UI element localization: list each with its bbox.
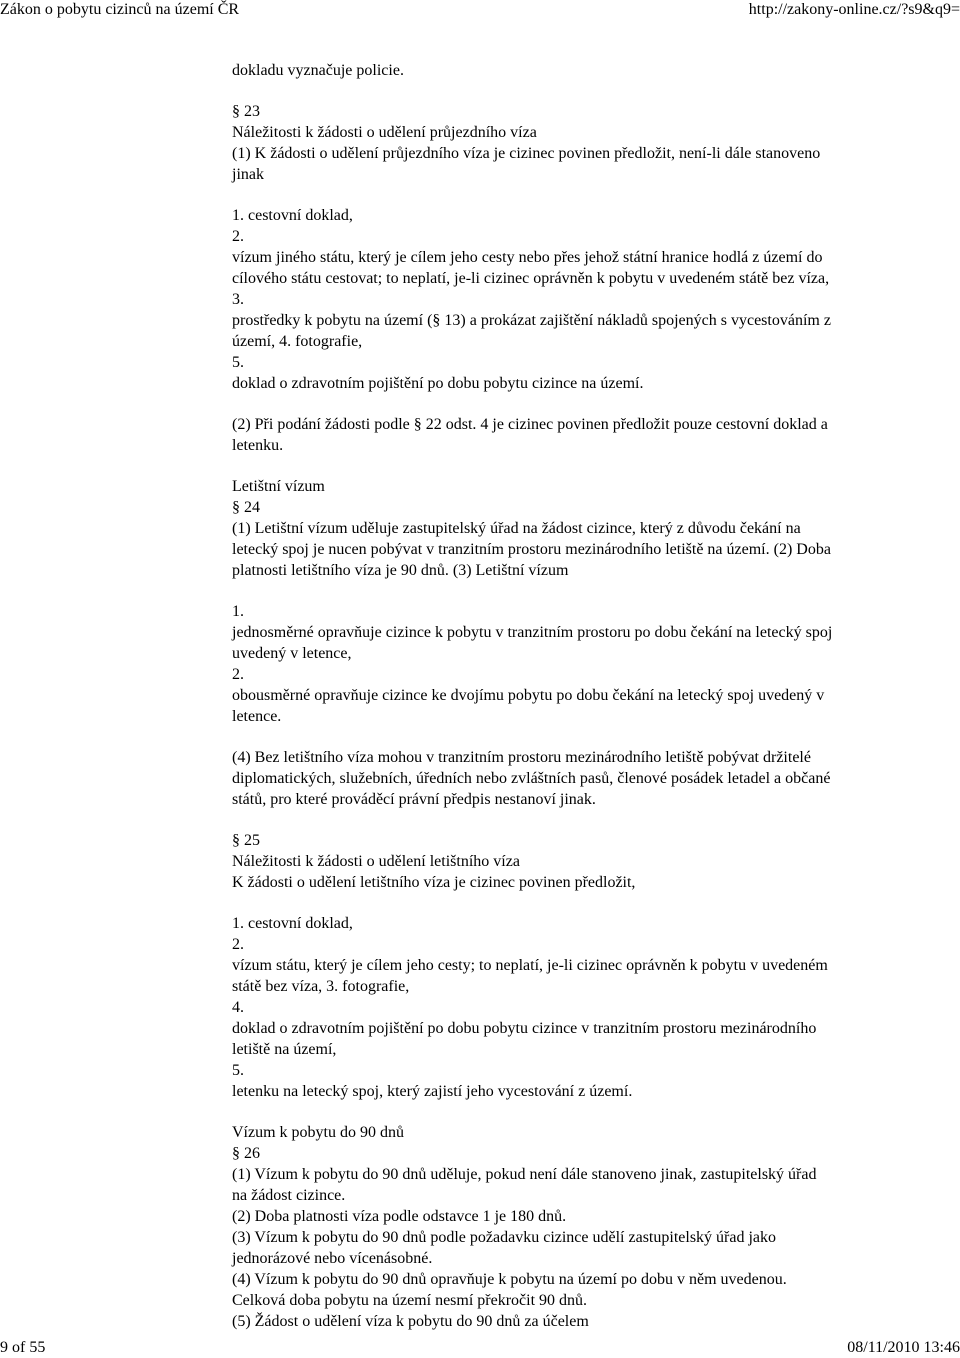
text-line: K žádosti o udělení letištního víza je cizinec povinen předložit, xyxy=(232,874,636,891)
text-line: Celková doba pobytu na území nesmí překročit 90 dnů. xyxy=(232,1292,588,1309)
text-line: jinak xyxy=(232,166,264,183)
text-line: (1) Letištní vízum uděluje zastupitelský úřad na žádost cizince, který z důvodu čekání na xyxy=(232,520,801,537)
text-line: jednorázové nebo vícenásobné. xyxy=(232,1250,433,1267)
text-line: letenku. xyxy=(232,437,284,454)
text-line: (5) Žádost o udělení víza k pobytu do 90 dnů za účelem xyxy=(232,1313,589,1330)
text-line: dokladu vyznačuje policie. xyxy=(232,62,404,79)
text-line: diplomatických, služebních, úředních nebo zvláštních pasů, členové posádek letadel a občané xyxy=(232,770,831,787)
document-body xyxy=(232,60,922,1332)
text-line: doklad o zdravotním pojištění po dobu pobytu cizince v tranzitním prostoru mezinárodního xyxy=(232,1020,817,1037)
text-line: státě bez víza, 3. fotografie, xyxy=(232,978,410,995)
list-item: 1. cestovní doklad, xyxy=(232,207,353,224)
list-number: 3. xyxy=(232,291,244,308)
text-line: států, pro které prováděcí právní předpis nestanoví jinak. xyxy=(232,791,596,808)
text-line: vízum jiného státu, který je cílem jeho cesty nebo přes jehož státní hranice hodlá z území do xyxy=(232,249,823,266)
text-line: (2) Doba platnosti víza podle odstavce 1 je 180 dnů. xyxy=(232,1208,567,1225)
list-number: 4. xyxy=(232,999,244,1016)
section-number: § 23 xyxy=(232,103,260,120)
text-line: cílového státu cestovat; to neplatí, je-li cizinec oprávněn k pobytu v uvedeném státě bez víza, xyxy=(232,270,830,287)
page-header-title: Zákon o pobytu cizinců na území ČR xyxy=(0,1,240,18)
page-counter: 9 of 55 xyxy=(0,1339,46,1356)
section-number: § 25 xyxy=(232,832,260,849)
list-number: 5. xyxy=(232,354,244,371)
text-line: území, 4. fotografie, xyxy=(232,333,363,350)
text-line: (4) Bez letištního víza mohou v tranzitním prostoru mezinárodního letiště pobývat držitelé xyxy=(232,749,811,766)
text-line: letecký spoj je nucen pobývat v tranzitním prostoru mezinárodního letiště na území. (2) Doba xyxy=(232,541,831,558)
page-header-url: http://zakony-online.cz/?s9&q9= xyxy=(748,1,960,18)
list-number: 5. xyxy=(232,1062,244,1079)
section-heading: Náležitosti k žádosti o udělení průjezdního víza xyxy=(232,124,537,141)
text-line: prostředky k pobytu na území (§ 13) a prokázat zajištění nákladů spojených s vycestováním z xyxy=(232,312,831,329)
text-line: letence. xyxy=(232,708,282,725)
list-number: 2. xyxy=(232,666,244,683)
text-line: letenku na letecký spoj, který zajistí jeho vycestování z území. xyxy=(232,1083,633,1100)
text-line: jednosměrné opravňuje cizince k pobytu v tranzitním prostoru po dobu čekání na letecký spoj xyxy=(232,624,833,641)
text-line: (1) K žádosti o udělení průjezdního víza je cizinec povinen předložit, není-li dále stanoveno xyxy=(232,145,821,162)
text-line: obousměrné opravňuje cizince ke dvojímu pobytu po dobu čekání na letecký spoj uvedený v xyxy=(232,687,825,704)
text-line: platnosti letištního víza je 90 dnů. (3) Letištní vízum xyxy=(232,562,569,579)
text-line: vízum státu, který je cílem jeho cesty; to neplatí, je-li cizinec oprávněn k pobytu v uvedeném xyxy=(232,957,828,974)
text-line: letiště na území, xyxy=(232,1041,337,1058)
section-heading: Náležitosti k žádosti o udělení letištního víza xyxy=(232,853,520,870)
list-number: 1. xyxy=(232,603,244,620)
text-line: doklad o zdravotním pojištění po dobu pobytu cizince na území. xyxy=(232,375,644,392)
section-number: § 24 xyxy=(232,499,260,516)
section-number: § 26 xyxy=(232,1145,260,1162)
text-line: (1) Vízum k pobytu do 90 dnů uděluje, pokud není dále stanoveno jinak, zastupitelský úřad xyxy=(232,1166,817,1183)
text-line: (2) Při podání žádosti podle § 22 odst. 4 je cizinec povinen předložit pouze cestovní doklad a xyxy=(232,416,828,433)
text-line: (4) Vízum k pobytu do 90 dnů opravňuje k pobytu na území po dobu v něm uvedenou. xyxy=(232,1271,787,1288)
list-number: 2. xyxy=(232,228,244,245)
text-line: uvedený v letence, xyxy=(232,645,352,662)
list-number: 2. xyxy=(232,936,244,953)
text-line: (3) Vízum k pobytu do 90 dnů podle požadavku cizince udělí zastupitelský úřad jako xyxy=(232,1229,777,1246)
print-timestamp: 08/11/2010 13:46 xyxy=(847,1339,960,1356)
list-item: 1. cestovní doklad, xyxy=(232,915,353,932)
section-heading: Letištní vízum xyxy=(232,478,325,495)
section-heading: Vízum k pobytu do 90 dnů xyxy=(232,1124,404,1141)
text-line: na žádost cizince. xyxy=(232,1187,346,1204)
